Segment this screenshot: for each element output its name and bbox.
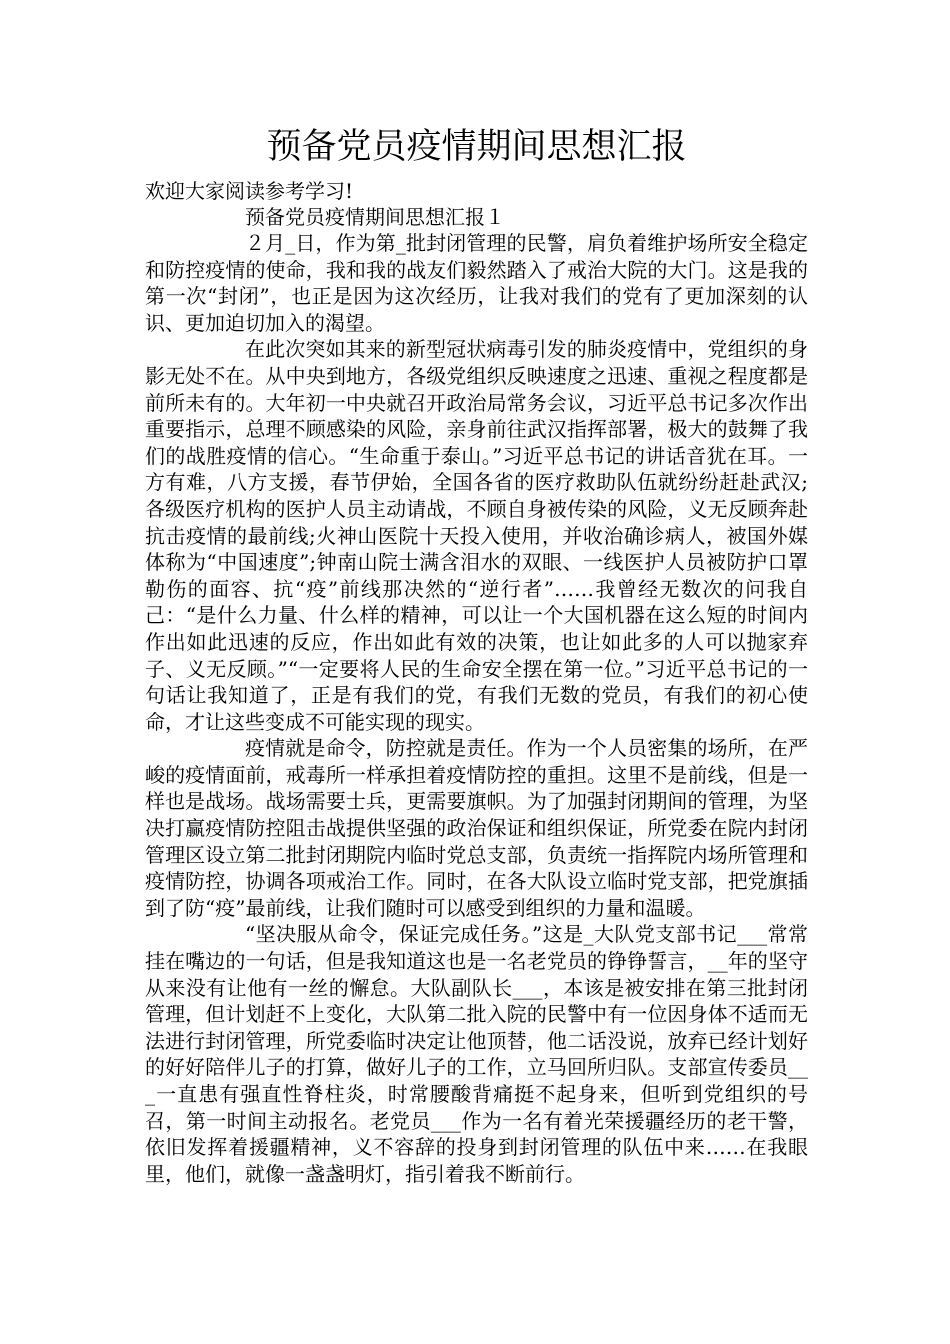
report-subheading: 预备党员疫情期间思想汇报１ [245, 205, 505, 229]
paragraph-2: 在此次突如其来的新型冠状病毒引发的肺炎疫情中，党组织的身影无处不在。从中央到地方，各级党组织反映速度之迅速、重视之程度都是前所未有的。大年初一中央就召开政治局常务会议，习近平总书记多次作出重要指示，总理不顾感染的风险，亲身前往武汉指挥部署，极大的鼓舞了我们的战胜疫情的信心。“生命重于泰山。”习近平总书记的讲话音犹在耳。一方有难，八方支援，春节伊始，全国各省的医疗救助队伍就纷纷赶赴武汉;各级医疗机构的医护人员主动请战，不顾自身被传染的风险，义无反顾奔赴抗击疫情的最前线;火神山医院十天投入使用，并收治确诊病人，被国外媒体称为“中国速度”;钟南山院士满含泪水的双眼、一线医护人员被防护口罩勒伤的面容、抗“疫”前线那决然的“逆行者”……我曾经无数次的问我自己：“是什么力量、什么样的精神，可以让一个大国机器在这么短的时间内作出如此迅速的反应，作出如此有效的决策，也让如此多的人可以抛家弃子、义无反顾。”“一定要将人民的生命安全摆在第一位。”习近平总书记的一句话让我知道了，正是有我们的党，有我们无数的党员，有我们的初心使命，才让这些变成不可能实现的现实。 [145, 337, 808, 734]
document-title: 预备党员疫情期间思想汇报 [266, 127, 687, 167]
paragraph-3: 疫情就是命令，防控就是责任。作为一个人员密集的场所，在严峻的疫情面前，戒毒所一样承担着疫情防控的重担。这里不是前线，但是一样也是战场。战场需要士兵，更需要旗帜。为了加强封闭期间的管理，为坚决打赢疫情防控阻击战提供坚强的政治保证和组织保证，所党委在院内封闭管理区设立第二批封闭期院内临时党总支部，负责统一指挥院内场所管理和疫情防控，协调各项戒治工作。同时，在各大队设立临时党支部，把党旗插到了防“疫”最前线，让我们随时可以感受到组织的力量和温暖。 [145, 736, 808, 920]
document-page [145, 118, 808, 1187]
paragraph-1: ２月_日，作为第_批封闭管理的民警，肩负着维护场所安全稳定和防控疫情的使命，我和我的战友们毅然踏入了戒治大院的大门。这是我的第一次“封闭”，也正是因为这次经历，让我对我们的党有了更加深刻的认识、更加迫切加入的渴望。 [145, 231, 808, 335]
paragraph-4: “坚决服从命令，保证完成任务。”这是_大队党支部书记___常常挂在嘴边的一句话，但是我知道这也是一名老党员的铮铮誓言，__年的坚守从来没有让他有一丝的懈怠。大队副队长___，本该是被安排在第三批封闭管理，但计划赶不上变化，大队第二批入院的民警中有一位因身体不适而无法进行封闭管理，所党委临时决定让他顶替，他二话没说，放弃已经计划好的好好陪伴儿子的打算，做好儿子的工作，立马回所归队。支部宣传委员___一直患有强直性脊柱炎，时常腰酸背痛挺不起身来，但听到党组织的号召，第一时间主动报名。老党员___作为一名有着光荣援疆经历的老干警，依旧发挥着援疆精神，义不容辞的投身到封闭管理的队伍中来……在我眼里，他们，就像一盏盏明灯，指引着我不断前行。 [145, 922, 808, 1186]
welcome-line: 欢迎大家阅读参考学习! [145, 179, 354, 203]
